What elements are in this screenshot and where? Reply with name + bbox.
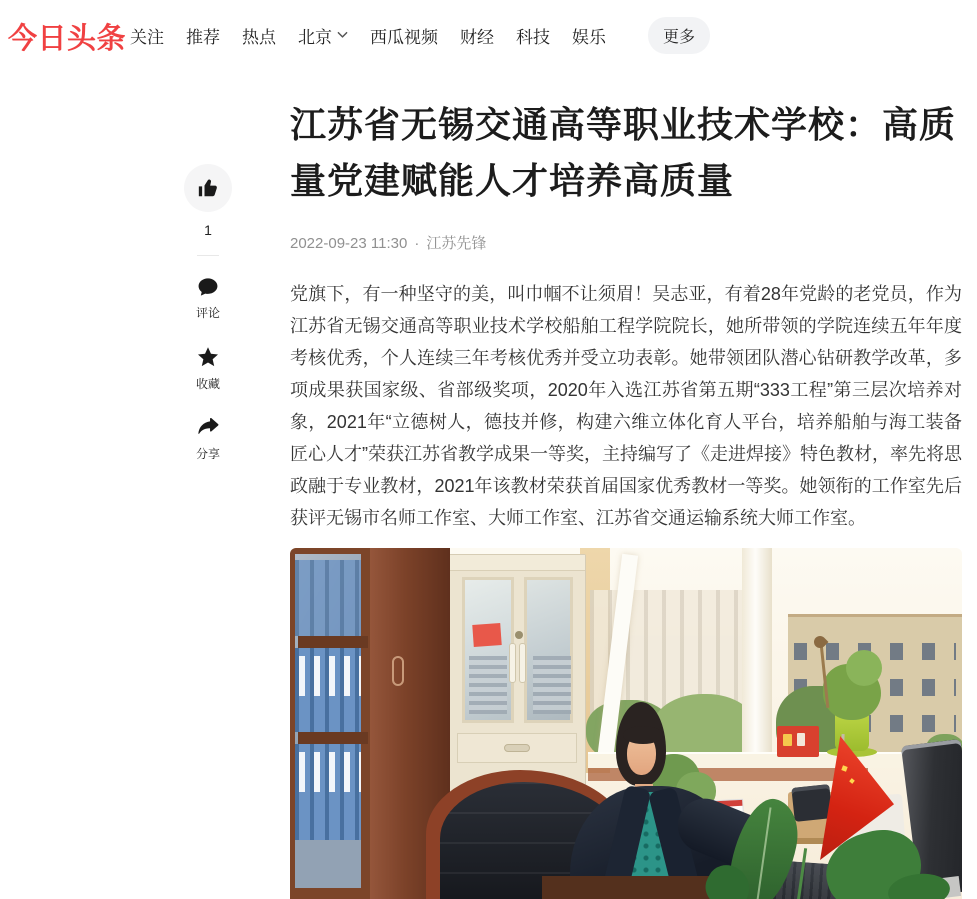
nav-item-xigua-video[interactable]: 西瓜视频 xyxy=(370,27,438,47)
photo-cabinet-glass-door xyxy=(524,577,573,723)
photo-binder-labels xyxy=(295,656,361,696)
article-image[interactable] xyxy=(290,548,962,899)
photo-cabinet-drawer xyxy=(457,733,577,763)
nav-item-city[interactable]: 北京 xyxy=(298,23,348,48)
photo-cabinet-handle xyxy=(519,643,526,683)
photo-bookcase xyxy=(290,548,370,899)
photo-paper-stack xyxy=(469,656,507,714)
share-icon xyxy=(197,416,220,439)
article-meta xyxy=(290,232,962,253)
main-nav xyxy=(130,0,710,70)
photo-binder-labels xyxy=(295,752,361,792)
nav-item-recommend[interactable]: 推荐 xyxy=(186,27,220,47)
nav-item-follow[interactable]: 关注 xyxy=(130,27,164,47)
comment-icon xyxy=(197,276,219,298)
photo-sill-plant xyxy=(846,650,882,686)
photo-cabinet-glass-door xyxy=(462,577,514,723)
top-navbar xyxy=(0,0,977,70)
rail-divider xyxy=(197,255,219,256)
like-button[interactable] xyxy=(184,164,232,212)
photo-cabinet-top xyxy=(449,555,585,571)
photo-binders xyxy=(295,744,361,840)
photo-door-handle xyxy=(392,656,404,686)
star-icon xyxy=(196,345,220,369)
article-paragraph: 党旗下，有一种坚守的美，叫巾帼不让须眉！吴志亚，有着28年党龄的老党员，作为江苏省无锡交通高等职业技术学校船舶工程学院院长，她所带领的学院连续五年年度考核优秀，个人连续三年考核优秀并受立功表彰。她带领团队潜心钻研教学改革，多项成果获国家级、省部级奖项，2020年入选江苏省第五期“333工程”第三层次培养对象，2021年“立德树人，德技并修，构建六维立体化育人平台，培养船舶与海工装备匠心人才”荣获江苏省教学成果一等奖，主持编写了《走进焊接》特色教材，率先将思政融于专业教材，2021年该教材荣获首届国家优秀教材一等奖。她领衔的工作室先后获评无锡市名师工作室、大师工作室、江苏省交通运输系统大师工作室。 xyxy=(290,284,962,528)
nav-item-tech[interactable]: 科技 xyxy=(516,27,550,47)
nav-item-finance[interactable]: 财经 xyxy=(460,27,494,47)
photo-paper-stack xyxy=(533,656,571,714)
publish-time: 2022-09-23 11:30 xyxy=(290,235,408,252)
action-rail xyxy=(184,164,232,486)
photo-shelf xyxy=(298,732,368,744)
nav-item-hot[interactable]: 热点 xyxy=(242,27,276,47)
thumbs-up-icon xyxy=(197,177,219,199)
article-main xyxy=(290,97,962,899)
photo-red-folder xyxy=(472,623,501,647)
favorite-button[interactable] xyxy=(184,345,232,392)
nav-item-entertainment[interactable]: 娱乐 xyxy=(572,27,606,47)
photo-drawer-handle xyxy=(504,744,530,752)
photo-shelf xyxy=(298,636,368,648)
comment-label: 评论 xyxy=(195,306,220,320)
article-source[interactable]: 江苏先锋 xyxy=(426,235,487,252)
share-label: 分享 xyxy=(195,447,220,461)
photo-telephone xyxy=(791,784,832,822)
photo-binders xyxy=(295,648,361,732)
nav-more-button[interactable]: 更多 xyxy=(648,17,710,54)
favorite-label: 收藏 xyxy=(195,377,220,391)
photo-binders xyxy=(295,560,361,636)
article-title: 江苏省无锡交通高等职业技术学校：高质量党建赋能人才培养高质量 xyxy=(290,104,957,201)
photo-red-card xyxy=(777,726,819,757)
meta-separator: · xyxy=(414,235,420,252)
photo-window-mullion xyxy=(742,548,772,764)
share-button[interactable] xyxy=(184,416,232,462)
chevron-down-icon xyxy=(337,31,348,39)
photo-cabinet-handle xyxy=(509,643,516,683)
photo-bookcase-glass xyxy=(295,554,361,888)
toutiao-logo[interactable]: 今日头条 xyxy=(8,23,127,55)
photo-woman-fringe xyxy=(623,726,663,744)
like-count: 1 xyxy=(204,222,212,238)
comment-button[interactable] xyxy=(184,276,232,321)
photo-cabinet-lock xyxy=(515,631,523,639)
